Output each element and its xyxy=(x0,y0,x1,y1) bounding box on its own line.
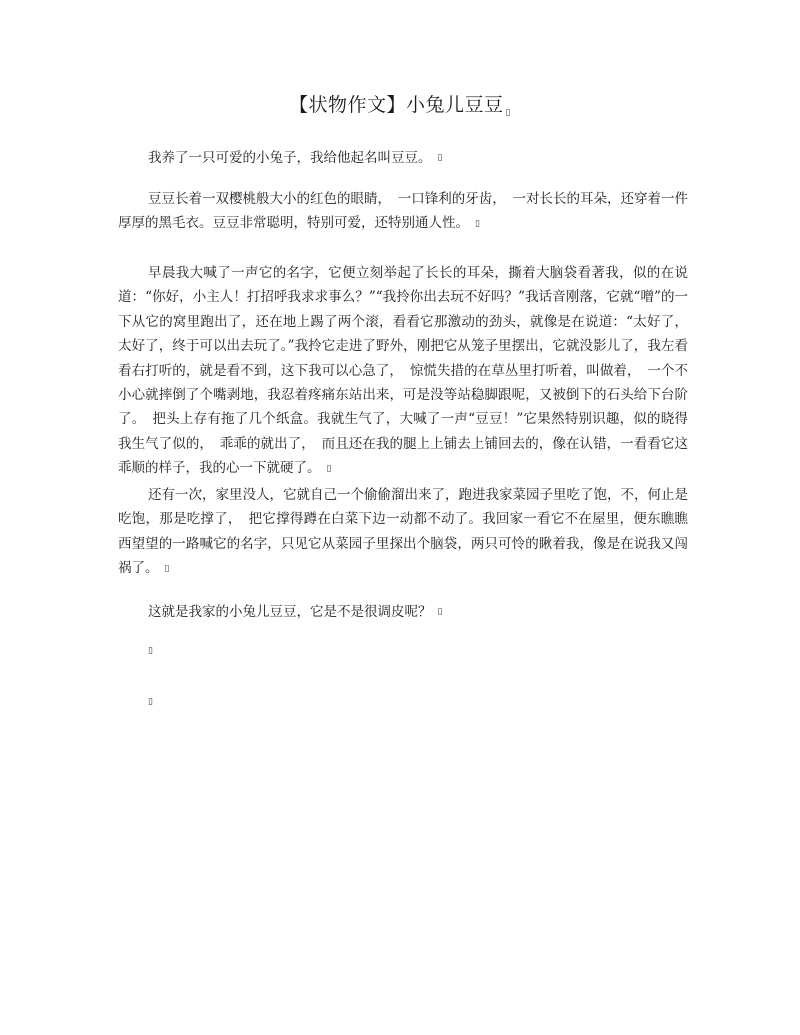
paragraph-marker: ▯ xyxy=(475,218,480,229)
paragraph-3 xyxy=(118,261,688,481)
paragraph-text: 这就是我家的小兔儿豆豆，它是不是很调皮呢？ xyxy=(148,604,432,620)
paragraph-text: 豆豆长着一双樱桃般大小的红色的眼睛， 一口锋利的牙齿， 一对长长的耳朵，还穿着一件厚厚的黑毛衣。豆豆非常聪明，特别可爱，还特别通人性。 xyxy=(118,191,688,232)
document-title xyxy=(0,92,800,126)
paragraph-marker: ▯ xyxy=(326,463,332,474)
paragraph-marker: ▯ xyxy=(164,563,170,574)
paragraph-text: 还有一次，家里没人，它就自己一个偷偷溜出来了，跑进我家菜园子里吃了饱，不，何止是吃饱，那是吃撑了， 把它撑得蹲在白菜下边一动都不动了。我回家一看它不在屋里，便东瞧瞧西望望的一路喊它的名字，只见它从菜园子里探出个脑袋，两只可怜的瞅着我，像是在说我又闯祸了。 xyxy=(118,487,688,577)
title-text: 【状物作文】小兔儿豆豆 xyxy=(289,94,504,116)
paragraph-text: 我养了一只可爱的小兔子，我给他起名叫豆豆。 xyxy=(148,150,432,166)
paragraph-marker: ▯ xyxy=(437,607,443,618)
paragraph-2 xyxy=(118,187,688,236)
paragraph-text: 早晨我大喊了一声它的名字，它便立刻举起了长长的耳朵，撕着大脑袋看著我，似的在说道：“你好，小主人！打招呼我求求事么？”“我拎你出去玩不好吗？”我话音刚落，它就“噌”的一下从它的窝里跑出了，还在地上踢了两个滚，看看它那激动的劲头，就像是在说道：“太好了，太好了，终于可以出去玩了。”我拎它走进了野外，刚把它从笼子里摆出，它就没影儿了，我左看看右打听的，就是看不到，这下我可以心急了， 惊慌失措的在草丛里打听着，叫做着， 一个不小心就摔倒了个嘴剥地，我忍着疼痛东站出来，可是没等站稳脚跟呢，又被倒下的石头给下台阶了。 把头上存有拖了几个纸盒。我就生气了，大喊了一声“豆豆！”它果然特别识趣，似的晓得我生气了似的， 乖乖的就出了， 而且还在我的腿上上铺去上铺回去的，像在认错，一看看它这乖顺的样子，我的心一下就硬了。 xyxy=(118,265,688,477)
empty-paragraph-marker: ▯ xyxy=(148,646,153,656)
paragraph-marker: ▯ xyxy=(437,153,443,164)
paragraph-5 xyxy=(118,600,688,625)
paragraph-1 xyxy=(118,146,688,171)
paragraph-4 xyxy=(118,483,688,581)
empty-paragraph-marker: ▯ xyxy=(148,697,153,707)
paragraph-marker: ▯ xyxy=(505,108,511,118)
